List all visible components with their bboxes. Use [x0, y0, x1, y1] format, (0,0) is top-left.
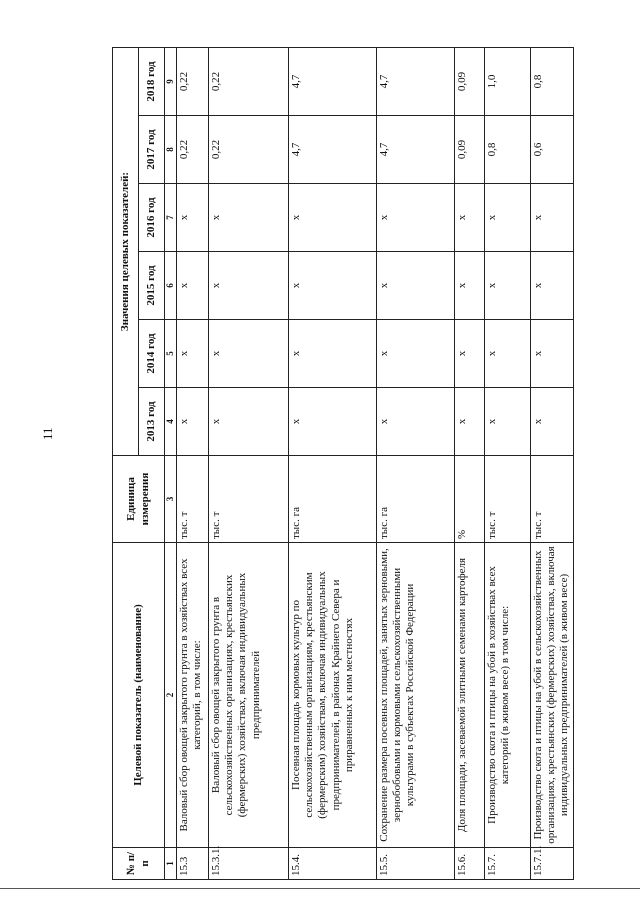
table-row — [289, 48, 377, 880]
column-number: 3 — [165, 456, 177, 543]
value-cell: х — [377, 184, 455, 252]
value-cell: х — [455, 252, 485, 320]
unit-cell: % — [455, 456, 485, 543]
value-cell: 4,7 — [377, 116, 455, 184]
value-cell: х — [377, 252, 455, 320]
value-cell: х — [455, 320, 485, 388]
value-cell: х — [455, 184, 485, 252]
row-number: 15.7.1. — [531, 848, 574, 880]
indicator-name: Доля площади, засеваемой элитными семенами картофеля — [455, 543, 485, 848]
row-number: 15.3.1. — [209, 848, 289, 880]
bottom-divider — [0, 888, 640, 889]
column-number: 7 — [165, 184, 177, 252]
value-cell: 0,22 — [209, 48, 289, 116]
value-cell: х — [485, 388, 531, 456]
value-cell: х — [289, 320, 377, 388]
column-number-row — [165, 48, 177, 880]
value-cell: 0,8 — [485, 116, 531, 184]
table-row — [377, 48, 455, 880]
value-cell: х — [209, 252, 289, 320]
unit-cell: тыс. т — [209, 456, 289, 543]
value-cell: 0,09 — [455, 116, 485, 184]
unit-cell: тыс. т — [485, 456, 531, 543]
value-cell: 0,09 — [455, 48, 485, 116]
value-cell: 1,0 — [485, 48, 531, 116]
header-year: 2016 год — [139, 184, 165, 252]
table-row — [455, 48, 485, 880]
header-num: № п/п — [113, 848, 165, 880]
value-cell: х — [177, 252, 209, 320]
indicator-name: Производство скота и птицы на убой в хозяйствах всех категорий (в живом весе) в том числе: — [485, 543, 531, 848]
value-cell: 0,22 — [177, 116, 209, 184]
column-number: 9 — [165, 48, 177, 116]
indicator-name: Валовый сбор овощей закрытого грунта в сельскохозяйственных организациях, крестьянских (фермерских) хозяйствах, включая индивидуальных предпринимателей — [209, 543, 289, 848]
value-cell: х — [289, 388, 377, 456]
table-row — [209, 48, 289, 880]
column-number: 2 — [165, 543, 177, 848]
value-cell: х — [289, 184, 377, 252]
table-row — [485, 48, 531, 880]
value-cell: 0,8 — [531, 48, 574, 116]
unit-cell: тыс. га — [289, 456, 377, 543]
column-number: 6 — [165, 252, 177, 320]
header-year: 2014 год — [139, 320, 165, 388]
column-number: 8 — [165, 116, 177, 184]
row-number: 15.5. — [377, 848, 455, 880]
column-number: 5 — [165, 320, 177, 388]
value-cell: х — [455, 388, 485, 456]
value-cell: 4,7 — [289, 48, 377, 116]
header-indicator: Целевой показатель (наименование) — [113, 543, 165, 848]
page-number: 11 — [40, 427, 55, 440]
header-values-group: Значения целевых показателей: — [113, 48, 139, 456]
header-unit: Единица измерения — [113, 456, 165, 543]
header-year: 2017 год — [139, 116, 165, 184]
value-cell: х — [377, 320, 455, 388]
unit-cell: тыс. га — [377, 456, 455, 543]
header-year: 2015 год — [139, 252, 165, 320]
value-cell: х — [531, 320, 574, 388]
indicator-name: Посевная площадь кормовых культур по сельскохозяйственным организациям, крестьянским (фермерским) хозяйствам, включая индивидуальных предпринимателей, в районах Крайнего Севера и приравненных к ним местностях — [289, 543, 377, 848]
table-row — [531, 48, 574, 880]
row-number: 15.6. — [455, 848, 485, 880]
row-number: 15.7. — [485, 848, 531, 880]
value-cell: 0,22 — [209, 116, 289, 184]
table-row — [177, 48, 209, 880]
value-cell: х — [177, 320, 209, 388]
unit-cell: тыс. т — [531, 456, 574, 543]
column-number: 1 — [165, 848, 177, 880]
header-year: 2018 год — [139, 48, 165, 116]
value-cell: х — [485, 184, 531, 252]
value-cell: 4,7 — [289, 116, 377, 184]
row-number: 15.3 — [177, 848, 209, 880]
value-cell: х — [177, 388, 209, 456]
value-cell: 0,6 — [531, 116, 574, 184]
column-number: 4 — [165, 388, 177, 456]
value-cell: х — [209, 388, 289, 456]
value-cell: х — [485, 252, 531, 320]
value-cell: х — [531, 388, 574, 456]
value-cell: 0,22 — [177, 48, 209, 116]
target-indicators-table — [112, 47, 574, 880]
header-year: 2013 год — [139, 388, 165, 456]
value-cell: х — [485, 320, 531, 388]
value-cell: х — [531, 184, 574, 252]
unit-cell: тыс. т — [177, 456, 209, 543]
value-cell: 4,7 — [377, 48, 455, 116]
value-cell: х — [209, 320, 289, 388]
value-cell: х — [377, 388, 455, 456]
value-cell: х — [289, 252, 377, 320]
indicator-name: Сохранение размера посевных площадей, занятых зерновыми, зернобобовыми и кормовыми сельскохозяйственными культурами в субъектах Российской Федерации — [377, 543, 455, 848]
value-cell: х — [177, 184, 209, 252]
indicator-name: Производство скота и птицы на убой в сельскохозяйственных организациях, крестьянских (фермерских) хозяйствах, включая индивидуальных предпринимателей (в живом весе) — [531, 543, 574, 848]
indicator-name: Валовый сбор овощей закрытого грунта в хозяйствах всех категорий, в том числе: — [177, 543, 209, 848]
rotated-table-wrapper — [112, 48, 571, 880]
row-number: 15.4. — [289, 848, 377, 880]
value-cell: х — [209, 184, 289, 252]
value-cell: х — [531, 252, 574, 320]
